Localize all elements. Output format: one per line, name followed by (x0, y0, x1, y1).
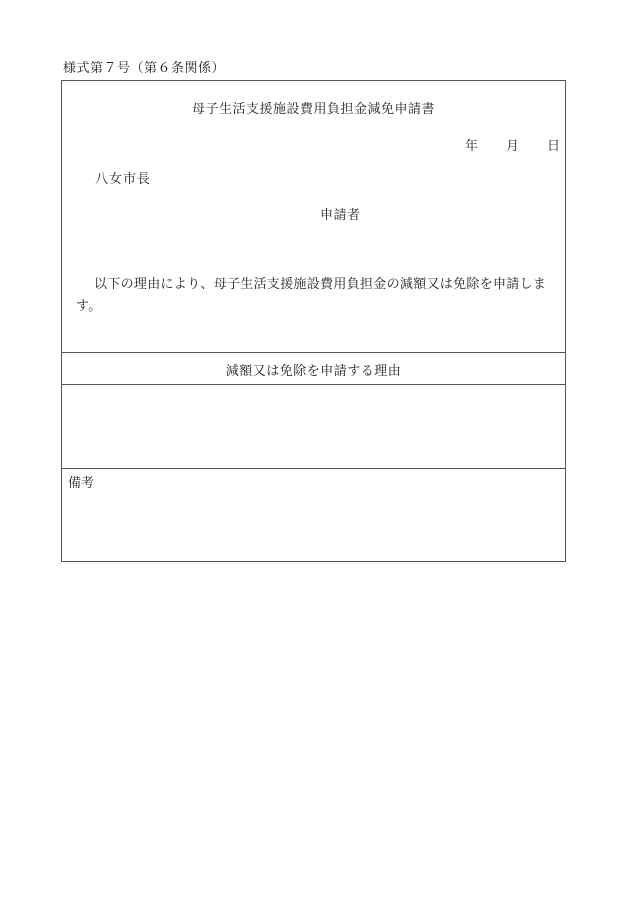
applicant-label: 申請者 (320, 208, 361, 223)
form-main-section (62, 81, 565, 353)
reason-header-row (62, 353, 565, 385)
form-number-label: 様式第７号（第６条関係） (63, 61, 226, 76)
reason-title: 減額又は免除を申請する理由 (225, 364, 402, 379)
form-title: 母子生活支援施設費用負担金減免申請書 (191, 102, 435, 117)
remarks-label: 備考 (68, 476, 95, 491)
date-month: 月 (505, 139, 519, 154)
application-form (61, 80, 566, 562)
date-day: 日 (546, 139, 560, 154)
date-year: 年 (465, 139, 479, 154)
reason-input-area[interactable] (62, 385, 565, 469)
addressee: 八女市長 (95, 172, 152, 187)
date-line (465, 135, 560, 154)
application-statement: 以下の理由により、母子生活支援施設費用負担金の減額又は免除を申請します。 (76, 277, 547, 314)
remarks-area[interactable] (62, 469, 565, 561)
